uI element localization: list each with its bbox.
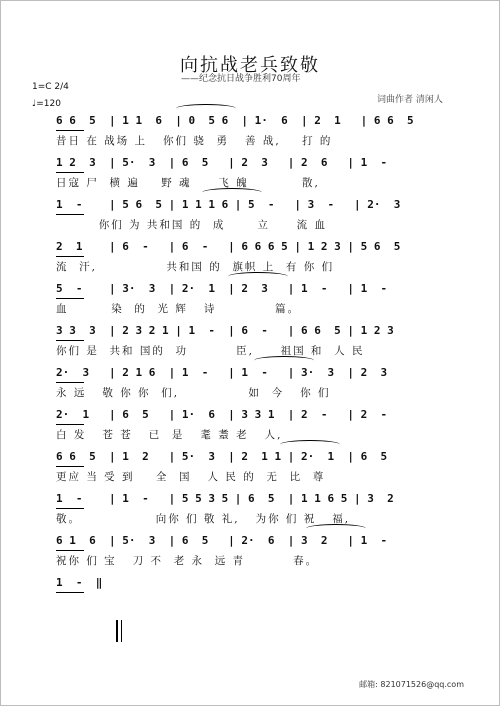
score-row	[56, 534, 466, 572]
beam-underline	[56, 130, 84, 131]
final-barline-thin	[121, 620, 122, 642]
notation-line: 2· 1 | 6 5 | 1· 6 | 3 3 1 | 2 - | 2 -	[56, 408, 407, 421]
slur-mark	[306, 524, 366, 533]
score-row	[56, 156, 466, 194]
beam-underline	[56, 508, 84, 509]
beam-underline	[56, 214, 84, 215]
score-row	[56, 114, 466, 152]
beam-underline	[56, 466, 84, 467]
lyrics-line: 永 远 敬 你 你 们, 如 今 你 们	[56, 387, 331, 399]
song-title: 向抗战老兵致敬	[180, 55, 320, 76]
notation-line: 1 - | 1 - | 5 5 3 5 | 6 5 | 1 1 6 5 | 3 2	[56, 492, 407, 505]
lyrics-line: 白 发 苍 苍 已 是 耄 耋 老 人,	[56, 429, 283, 441]
slur-mark	[254, 356, 314, 365]
slur-mark	[228, 272, 288, 281]
lyrics-line: 你们 为 共和国 的 成 立 流 血	[56, 219, 327, 231]
beam-underline	[56, 592, 84, 593]
notation-line: 6 6 5 | 1 1 6 | 0 5 6 | 1· 6 | 2 1 | 6 6 5	[56, 114, 421, 127]
lyrics-line: 更应 当 受 到 全 国 人 民 的 无 比 尊	[56, 471, 326, 483]
tempo-marking: ♩=120	[32, 99, 61, 109]
beam-underline	[56, 340, 84, 341]
notation-line: 1 - | 5 6 5 | 1 1 1 6 | 5 - | 3 - | 2· 3	[56, 198, 414, 211]
score-row	[56, 282, 466, 320]
lyrics-line: 昔日 在 战场 上 你们 骁 勇 善 战, 打 的	[56, 135, 333, 147]
contact-email: 邮箱: 821071526@qq.com	[359, 680, 464, 689]
final-barline	[116, 620, 118, 642]
score-row	[56, 408, 466, 446]
key-signature: 1=C 2/4	[32, 82, 69, 92]
notation-line: 6 6 5 | 1 2 | 5· 3 | 2 1 1 | 2· 1 | 6 5	[56, 450, 407, 463]
notation-line: 1 - ‖	[56, 576, 103, 589]
beam-underline	[56, 424, 84, 425]
beam-underline	[56, 256, 84, 257]
score-row	[56, 576, 466, 614]
slur-mark	[176, 104, 236, 113]
lyrics-line: 敬。 向你 们 敬 礼, 为你 们 祝 福,	[56, 513, 351, 525]
beam-underline	[56, 550, 84, 551]
notation-line: 3 3 3 | 2 3 2 1 | 1 - | 6 - | 6 6 5 | 1 2 3	[56, 324, 407, 337]
score-row	[56, 450, 466, 488]
notation-line: 2 1 | 6 - | 6 - | 6 6 6 5 | 1 2 3 | 5 6 5	[56, 240, 407, 253]
song-subtitle: ——纪念抗日战争胜利70周年	[181, 74, 301, 84]
lyrics-line	[56, 595, 466, 611]
score-row	[56, 198, 466, 236]
author-credit: 词曲作者 清闲人	[377, 95, 443, 105]
beam-underline	[56, 382, 84, 383]
score-row	[56, 492, 466, 530]
score-row	[56, 366, 466, 404]
score-row	[56, 324, 466, 362]
lyrics-line: 日寇 尸 横 遍 野 魂 飞 魄 散,	[56, 177, 320, 189]
beam-underline	[56, 172, 84, 173]
lyrics-line: 祝你 们 宝 刀 不 老 永 远 青 春。	[56, 555, 319, 567]
notation-line: 5 - | 3· 3 | 2· 1 | 2 3 | 1 - | 1 -	[56, 282, 407, 295]
slur-mark	[280, 440, 340, 449]
lyrics-line: 流 汗, 共和国 的 旗帜 上 有 你 们	[56, 261, 335, 273]
notation-line: 2· 3 | 2 1 6 | 1 - | 1 - | 3· 3 | 2 3	[56, 366, 407, 379]
lyrics-line: 你们 是 共和 国的 功 臣, 祖国 和 人 民	[56, 345, 365, 357]
notation-line: 1 2 3 | 5· 3 | 6 5 | 2 3 | 2 6 | 1 -	[56, 156, 407, 169]
beam-underline	[56, 298, 84, 299]
slur-mark	[202, 188, 262, 197]
lyrics-line: 血 染 的 光 辉 诗 篇。	[56, 303, 301, 315]
notation-line: 6 1 6 | 5· 3 | 6 5 | 2· 6 | 3 2 | 1 -	[56, 534, 407, 547]
